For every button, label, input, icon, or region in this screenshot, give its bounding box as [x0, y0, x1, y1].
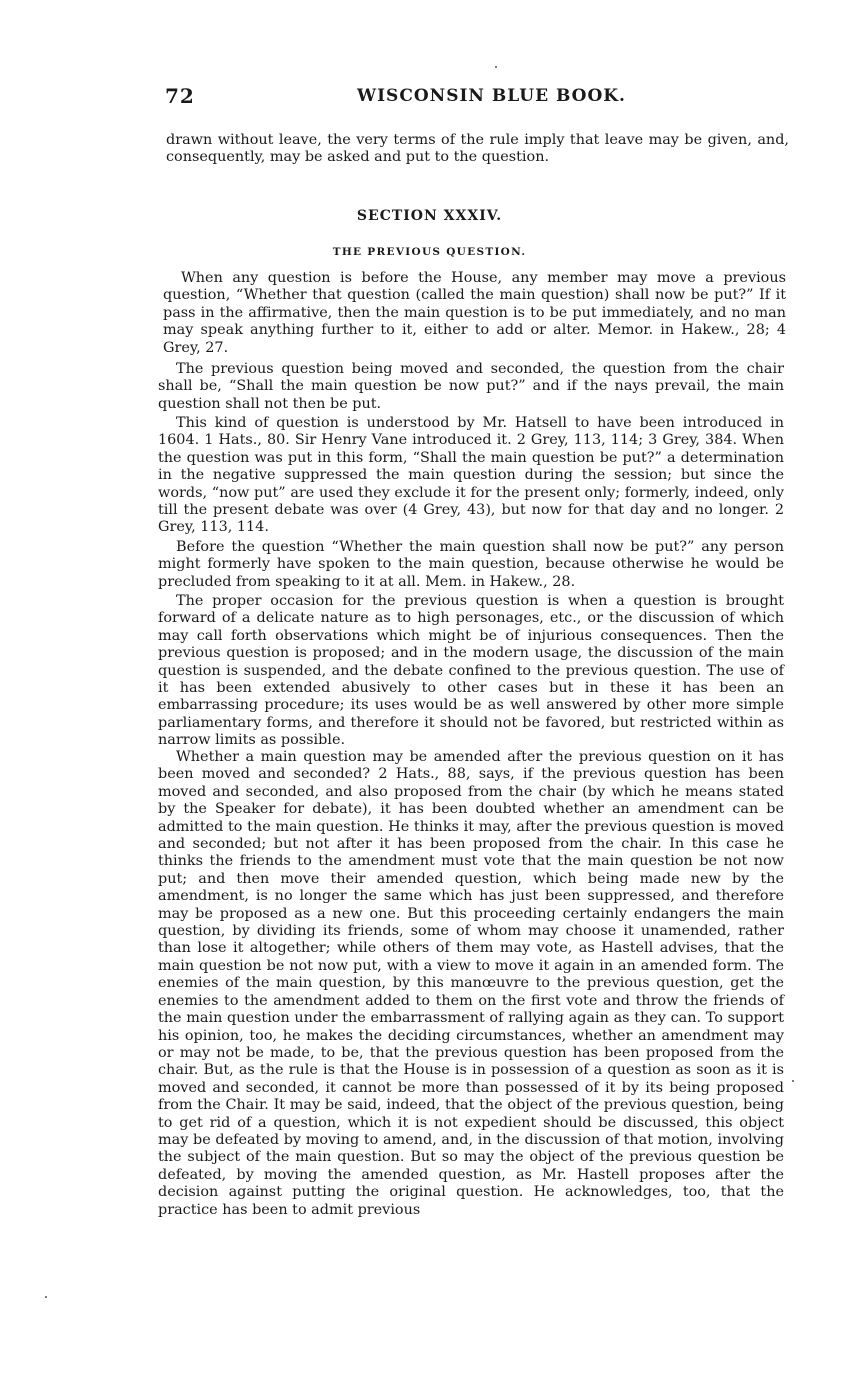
scan-speck	[45, 1296, 47, 1298]
section-subheading: THE PREVIOUS QUESTION.	[332, 246, 527, 258]
page-header	[165, 84, 785, 114]
paragraph: When any question is before the House, any member may move a previous question, “Whether that question (called the main question) shall now be put?” If it pass in the affirmative, then the main question is to be put immediately, and no man may speak anything further to it, either to add or alter. Memor. in Hakew., 28; 4 Grey, 27.	[163, 270, 786, 356]
paragraph: Before the question “Whether the main question shall now be put?” any person might formerly have spoken to the main question, because otherwise he would be precluded from speaking to it at all. Mem. in Hakew., 28.	[158, 539, 784, 590]
paragraph: Whether a main question may be amended after the previous question on it has been moved and seconded? 2 Hats., 88, says, if the previous question has been moved and seconded, and also proposed from the chair (by which he means stated by the Speaker for debate), it has been doubted whether an amendment can be admitted to the main question. He thinks it may, after the previous question is moved and seconded; but not after it has been proposed from the chair. In this case he thinks the friends to the amendment must vote that the main question be not now put; and then move their amended question, which being made new by the amendment, is no longer the same which has just been suppressed, and therefore may be proposed as a new one. But this proceeding certainly endangers the main question, by dividing its friends, some of whom may choose it unamended, rather than lose it altogether; while others of them may vote, as Hastell advises, that the main question be not now put, with a view to move it again in an amended form. The enemies of the main question, by this manœuvre to the previous question, get the enemies to the amendment added to them on the first vote and throw the friends of the main question under the embarrassment of rallying again as they can. To support his opinion, too, he makes the deciding circumstances, whether an amendment may or may not be made, to be, that the previous question has been proposed from the chair. But, as the rule is that the House is in possession of a question as soon as it is moved and seconded, it cannot be more than possessed of it by its being proposed from the Chair. It may be said, indeed, that the object of the previous question, being to get rid of a question, which it is not expedient should be discussed, this object may be defeated by moving to amend, and, in the discussion of that motion, involving the subject of the main question. But so may the object of the previous question be defeated, by moving the amended question, as Mr. Hastell proposes after the decision against putting the original question. He acknowledges, too, that the practice has been to admit previous	[158, 749, 784, 1218]
paragraph: The previous question being moved and seconded, the question from the chair shall be, “Shall the main question be now put?” and if the nays prevail, the main question shall not then be put.	[158, 361, 784, 412]
scan-speck	[495, 66, 497, 68]
page-number: 72	[165, 84, 195, 108]
paragraph: This kind of question is understood by Mr. Hatsell to have been introduced in 1604. 1 Hats., 80. Sir Henry Vane introduced it. 2 Grey, 113, 114; 3 Grey, 384. When the question was put in this form, “Shall the main question be put?” a determination in the negative suppressed the main question during the session; but since the words, “now put” are used they exclude it for the present only; formerly, indeed, only till the present debate was over (4 Grey, 43), but now for that day and no longer. 2 Grey, 113, 114.	[158, 415, 784, 536]
paragraph: The proper occasion for the previous question is when a question is brought forward of a delicate nature as to high personages, etc., or the discussion of which may call forth observations which might be of injurious consequences. Then the previous question is proposed; and in the modern usage, the discussion of the main question is suspended, and the debate confined to the previous question. The use of it has been extended abusively to other cases but in these it has been an embarrassing procedure; its uses would be as well answered by other more simple parliamentary forms, and therefore it should not be favored, but restricted within as narrow limits as possible.	[158, 593, 784, 749]
section-heading: SECTION XXXIV.	[356, 208, 503, 224]
running-head: WISCONSIN BLUE BOOK.	[357, 86, 626, 106]
scan-speck	[792, 1080, 794, 1082]
carryover-paragraph: drawn without leave, the very terms of the rule imply that leave may be given, and, consequently, may be asked and put to the question.	[166, 132, 789, 166]
